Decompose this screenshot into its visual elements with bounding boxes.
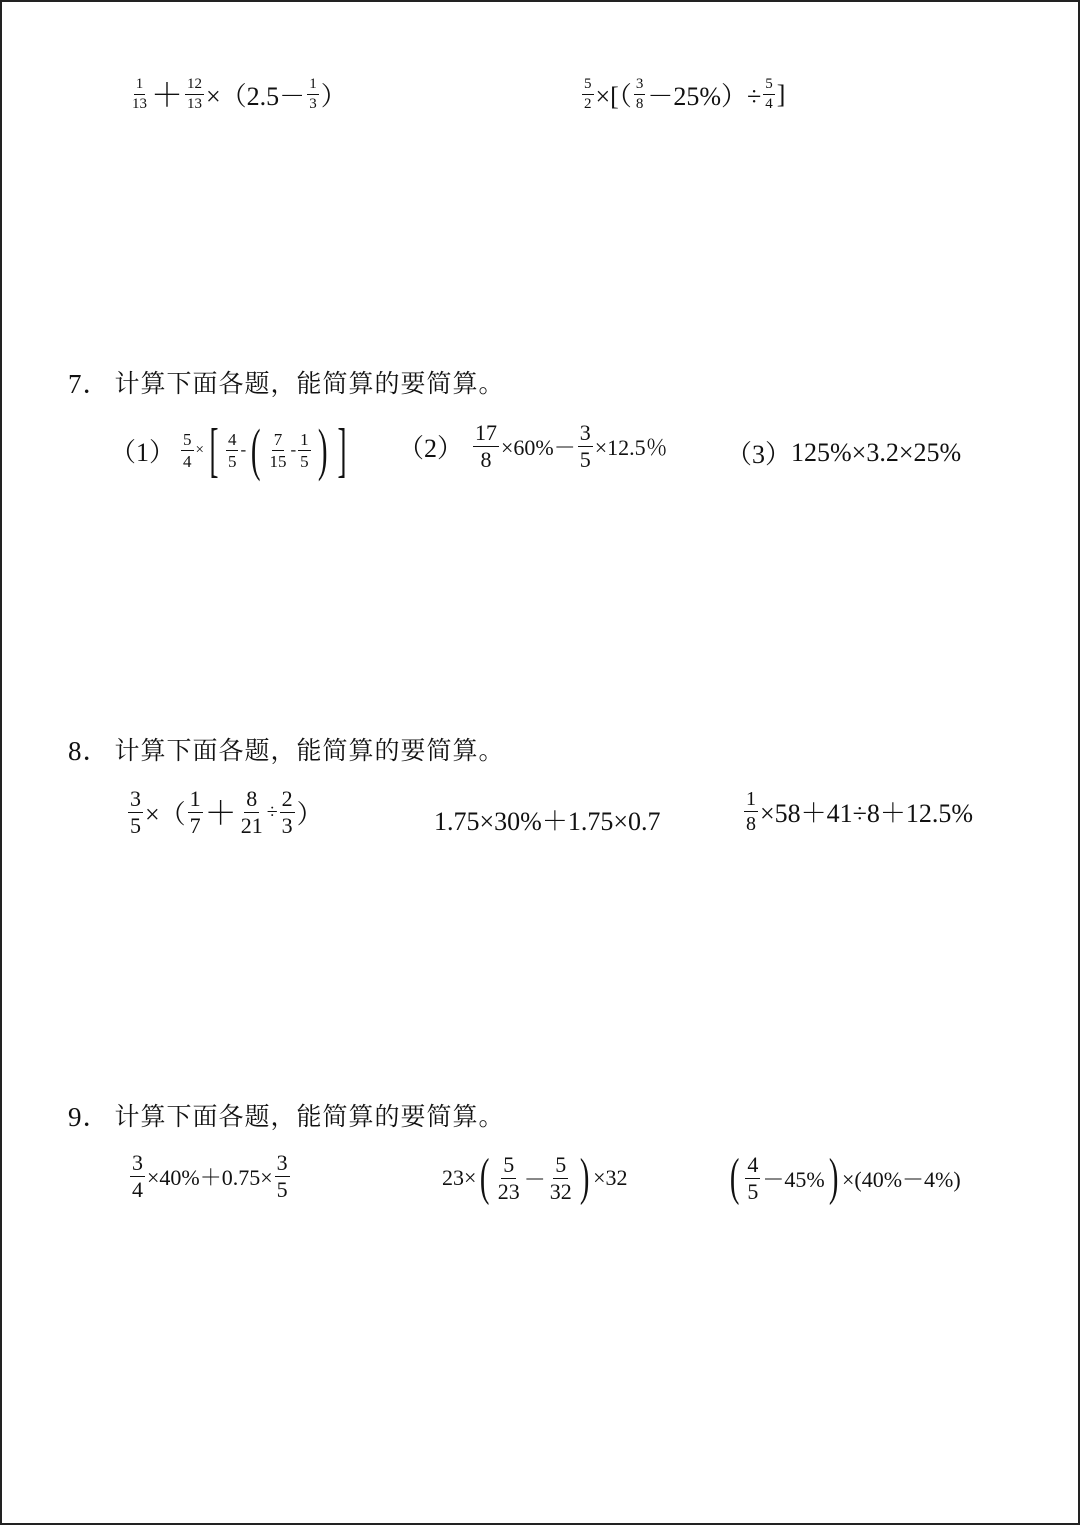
fraction <box>130 1152 145 1201</box>
expression-text: ×(40%－4%) <box>841 1166 961 1192</box>
top-expression-2 <box>580 76 785 113</box>
expression-text: ×[（ <box>595 82 632 111</box>
numerator: 5 <box>555 1151 567 1177</box>
numerator: 4 <box>747 1151 759 1177</box>
numerator: 2 <box>281 786 293 811</box>
fraction <box>188 788 203 837</box>
denominator: 5 <box>579 447 591 472</box>
fraction <box>239 788 265 837</box>
top-expression-1 <box>128 76 347 113</box>
fraction <box>634 77 646 112</box>
numerator: 5 <box>503 1151 515 1177</box>
numerator: 17 <box>475 420 498 445</box>
fraction <box>280 788 295 837</box>
fraction <box>763 77 775 112</box>
question-text: 计算下面各题，能简算的要简算。 <box>114 1101 505 1131</box>
part-label: （3） <box>726 440 792 469</box>
numerator: 12 <box>185 77 204 95</box>
fraction <box>128 788 143 837</box>
numerator: 1 <box>307 77 319 95</box>
question-number: 7． <box>68 369 111 399</box>
denominator: 5 <box>300 451 309 471</box>
q8-part-3 <box>742 789 973 834</box>
fraction <box>275 1152 290 1201</box>
operator: - <box>290 440 297 459</box>
denominator: 3 <box>309 96 317 112</box>
numerator: 1 <box>134 77 146 95</box>
numerator: 3 <box>276 1150 288 1175</box>
fraction <box>226 431 239 470</box>
fraction <box>473 422 499 471</box>
denominator: 7 <box>189 813 201 838</box>
expression-text: ×60%－ <box>501 435 576 460</box>
numerator: 1 <box>746 788 756 810</box>
numerator: 3 <box>579 420 591 445</box>
denominator: 3 <box>281 813 293 838</box>
question-9-title <box>68 1095 505 1134</box>
paren: ( <box>250 417 261 482</box>
expression-text: ×58＋41÷8＋12.5% <box>760 799 974 828</box>
fraction <box>185 77 204 112</box>
operator: ＋ <box>151 76 184 113</box>
denominator: 23 <box>497 1178 520 1204</box>
expression-text: －45% <box>762 1166 825 1192</box>
expression-text: 23× <box>442 1165 477 1190</box>
question-number: 9． <box>68 1102 111 1132</box>
denominator: 13 <box>132 96 147 112</box>
numerator: 3 <box>132 1150 143 1175</box>
denominator: 4 <box>132 1177 143 1202</box>
denominator: 21 <box>240 813 263 838</box>
expression-text: ×40%＋0.75× <box>147 1165 273 1190</box>
paren: ( <box>480 1149 490 1206</box>
numerator: 4 <box>227 429 237 449</box>
numerator: 8 <box>246 786 258 811</box>
fraction <box>307 77 319 112</box>
fraction <box>267 431 288 470</box>
denominator: 5 <box>227 451 237 471</box>
denominator: 2 <box>584 96 592 112</box>
fraction <box>582 77 594 112</box>
q9-part-1 <box>128 1152 292 1201</box>
q9-part-2 <box>442 1149 628 1206</box>
question-text: 计算下面各题，能简算的要简算。 <box>114 735 505 765</box>
numerator: 5 <box>183 429 192 449</box>
numerator: 5 <box>763 77 775 95</box>
paren: ) <box>317 417 328 482</box>
expression-text: ×32 <box>593 1165 628 1190</box>
paren: ) <box>579 1149 590 1206</box>
fraction <box>745 1151 760 1204</box>
expression-text: ×（ <box>145 800 186 829</box>
operator: × <box>195 441 204 458</box>
q7-part-3 <box>726 434 961 471</box>
bracket: ] <box>337 417 347 483</box>
denominator: 8 <box>635 96 644 112</box>
q8-part-1 <box>126 788 323 837</box>
question-8-title <box>68 729 505 768</box>
q7-part-1 <box>110 417 352 483</box>
denominator: 4 <box>765 96 773 112</box>
paren: ) <box>828 1149 839 1206</box>
denominator: 4 <box>183 451 192 471</box>
paren: ） <box>320 82 347 111</box>
operator: ＋ <box>204 794 237 831</box>
paren: ） <box>296 800 323 829</box>
fraction <box>548 1151 574 1204</box>
fraction <box>181 431 194 470</box>
denominator: 5 <box>130 813 141 838</box>
question-text: 计算下面各题，能简算的要简算。 <box>114 368 505 398</box>
denominator: 32 <box>549 1178 572 1204</box>
denominator: 15 <box>269 451 287 471</box>
denominator: 8 <box>746 813 756 835</box>
numerator: 1 <box>300 429 309 449</box>
question-number: 8． <box>68 736 111 766</box>
bracket: [ <box>209 417 219 483</box>
fraction <box>298 431 311 470</box>
numerator: 5 <box>582 77 594 95</box>
paren: ( <box>729 1149 740 1206</box>
fraction <box>578 422 593 471</box>
expression-text: ×（2.5－ <box>206 82 306 111</box>
operator: - <box>240 440 247 459</box>
operator: ÷ <box>266 801 278 823</box>
part-label: （1） <box>110 437 176 467</box>
numerator: 1 <box>189 786 201 811</box>
bracket: ] <box>776 79 786 109</box>
q8-part-2 <box>434 801 661 838</box>
numerator: 3 <box>130 786 141 811</box>
question-7-title <box>68 362 505 401</box>
operator: － <box>523 1166 546 1192</box>
q9-part-3 <box>726 1149 961 1206</box>
numerator: 7 <box>273 429 283 449</box>
denominator: 13 <box>187 96 203 112</box>
denominator: 8 <box>480 447 492 472</box>
denominator: 5 <box>276 1177 288 1202</box>
denominator: 5 <box>747 1178 759 1204</box>
fraction <box>744 789 758 834</box>
fraction <box>496 1151 522 1204</box>
expression-text: 125%×3.2×25% <box>791 437 962 467</box>
fraction <box>130 77 149 112</box>
expression-text: ×12.5％ <box>594 435 668 460</box>
expression-text: 1.75×30%＋1.75×0.7 <box>434 807 661 836</box>
expression-text: －25%）÷ <box>647 82 762 111</box>
numerator: 3 <box>634 77 646 95</box>
q7-part-2 <box>398 422 668 471</box>
part-label: （2） <box>398 434 464 463</box>
